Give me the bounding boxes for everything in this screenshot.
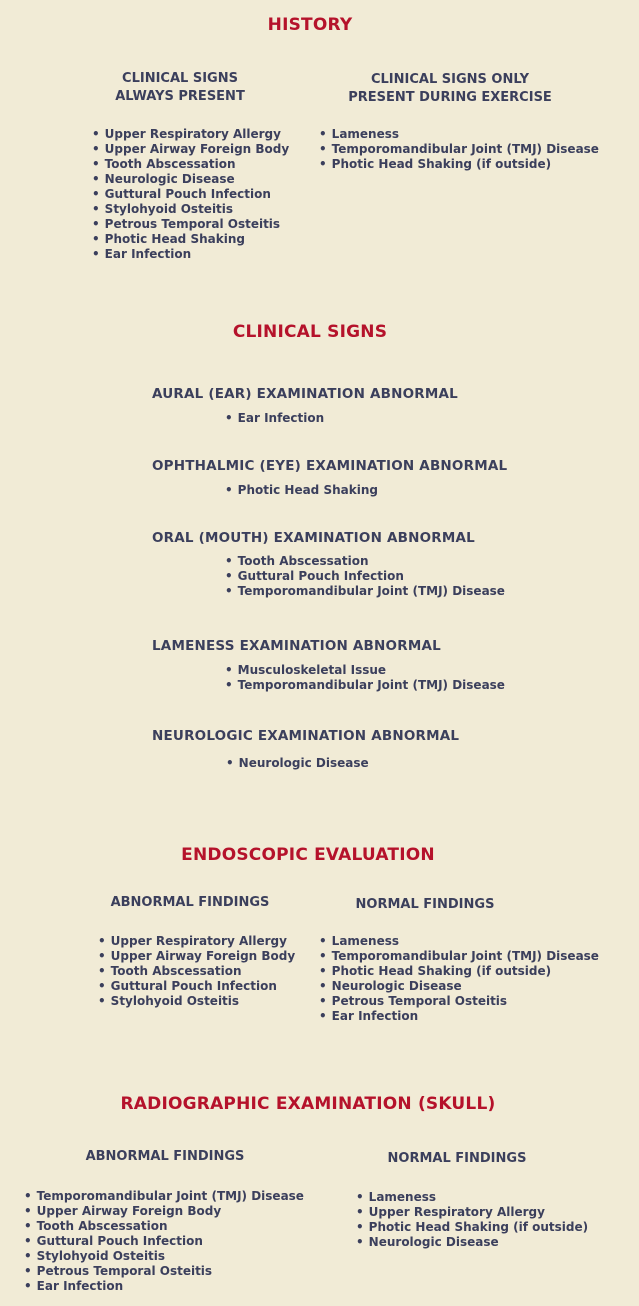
list-item: • Temporomandibular Joint (TMJ) Disease [319, 142, 599, 157]
list-item: • Stylohyoid Osteitis [98, 994, 295, 1009]
list-item: • Neurologic Disease [226, 756, 369, 771]
list-item: • Lameness [356, 1190, 588, 1205]
exam-list-ophthalmic [225, 483, 378, 498]
list-item: • Petrous Temporal Osteitis [319, 994, 599, 1009]
endoscopic-abnormal-heading: ABNORMAL FINDINGS [110, 895, 270, 910]
exam-heading-neurologic: NEUROLOGIC EXAMINATION ABNORMAL [152, 728, 460, 744]
exam-list-neurologic [226, 756, 369, 771]
exam-list-oral [225, 554, 505, 599]
history-exercise-heading [325, 71, 575, 107]
clinical-signs-title: CLINICAL SIGNS [232, 322, 388, 342]
list-item: • Neurologic Disease [92, 172, 289, 187]
endoscopic-abnormal-list [98, 934, 295, 1009]
list-item: • Lameness [319, 127, 599, 142]
history-always-list [92, 127, 289, 262]
radiographic-abnormal-list [24, 1189, 304, 1294]
list-item: • Upper Airway Foreign Body [92, 142, 289, 157]
list-item: • Temporomandibular Joint (TMJ) Disease [225, 678, 505, 693]
exam-heading-aural: AURAL (EAR) EXAMINATION ABNORMAL [152, 386, 458, 402]
list-item: • Stylohyoid Osteitis [24, 1249, 304, 1264]
list-item: • Neurologic Disease [319, 979, 599, 994]
list-item: • Temporomandibular Joint (TMJ) Disease [319, 949, 599, 964]
list-item: • Tooth Abscessation [92, 157, 289, 172]
list-item: • Guttural Pouch Infection [98, 979, 295, 994]
list-item: • Petrous Temporal Osteitis [24, 1264, 304, 1279]
list-item: • Upper Airway Foreign Body [98, 949, 295, 964]
list-item: • Upper Respiratory Allergy [98, 934, 295, 949]
list-item: • Petrous Temporal Osteitis [92, 217, 289, 232]
history-exercise-heading-line2: PRESENT DURING EXERCISE [348, 90, 552, 105]
list-item: • Photic Head Shaking [92, 232, 289, 247]
list-item: • Ear Infection [225, 411, 324, 426]
exam-heading-oral: ORAL (MOUTH) EXAMINATION ABNORMAL [152, 530, 475, 546]
exam-list-aural [225, 411, 324, 426]
exam-heading-lameness: LAMENESS EXAMINATION ABNORMAL [152, 638, 441, 654]
list-item: • Ear Infection [92, 247, 289, 262]
exam-list-lameness [225, 663, 505, 693]
radiographic-normal-list [356, 1190, 588, 1250]
history-always-heading-line1: CLINICAL SIGNS [122, 71, 238, 86]
list-item: • Temporomandibular Joint (TMJ) Disease [225, 584, 505, 599]
list-item: • Photic Head Shaking (if outside) [319, 964, 599, 979]
list-item: • Ear Infection [24, 1279, 304, 1294]
history-always-heading-line2: ALWAYS PRESENT [115, 89, 245, 104]
list-item: • Tooth Abscessation [24, 1219, 304, 1234]
radiographic-abnormal-heading: ABNORMAL FINDINGS [85, 1149, 245, 1164]
list-item: • Upper Airway Foreign Body [24, 1204, 304, 1219]
list-item: • Neurologic Disease [356, 1235, 588, 1250]
radiographic-normal-heading: NORMAL FINDINGS [387, 1151, 527, 1166]
endoscopic-title: ENDOSCOPIC EVALUATION [181, 845, 435, 865]
list-item: • Guttural Pouch Infection [225, 569, 505, 584]
endoscopic-normal-list [319, 934, 599, 1024]
list-item: • Musculoskeletal Issue [225, 663, 505, 678]
list-item: • Tooth Abscessation [98, 964, 295, 979]
list-item: • Photic Head Shaking (if outside) [356, 1220, 588, 1235]
exam-heading-ophthalmic: OPHTHALMIC (EYE) EXAMINATION ABNORMAL [152, 458, 508, 474]
list-item: • Guttural Pouch Infection [24, 1234, 304, 1249]
history-title: HISTORY [267, 15, 353, 35]
radiographic-title: RADIOGRAPHIC EXAMINATION (SKULL) [120, 1094, 496, 1114]
history-exercise-list [319, 127, 599, 172]
list-item: • Temporomandibular Joint (TMJ) Disease [24, 1189, 304, 1204]
list-item: • Guttural Pouch Infection [92, 187, 289, 202]
history-exercise-heading-line1: CLINICAL SIGNS ONLY [370, 72, 530, 87]
list-item: • Upper Respiratory Allergy [356, 1205, 588, 1220]
list-item: • Stylohyoid Osteitis [92, 202, 289, 217]
list-item: • Ear Infection [319, 1009, 599, 1024]
list-item: • Tooth Abscessation [225, 554, 505, 569]
endoscopic-normal-heading: NORMAL FINDINGS [355, 897, 495, 912]
list-item: • Photic Head Shaking [225, 483, 378, 498]
list-item: • Lameness [319, 934, 599, 949]
list-item: • Upper Respiratory Allergy [92, 127, 289, 142]
list-item: • Photic Head Shaking (if outside) [319, 157, 599, 172]
history-always-heading [95, 70, 265, 106]
